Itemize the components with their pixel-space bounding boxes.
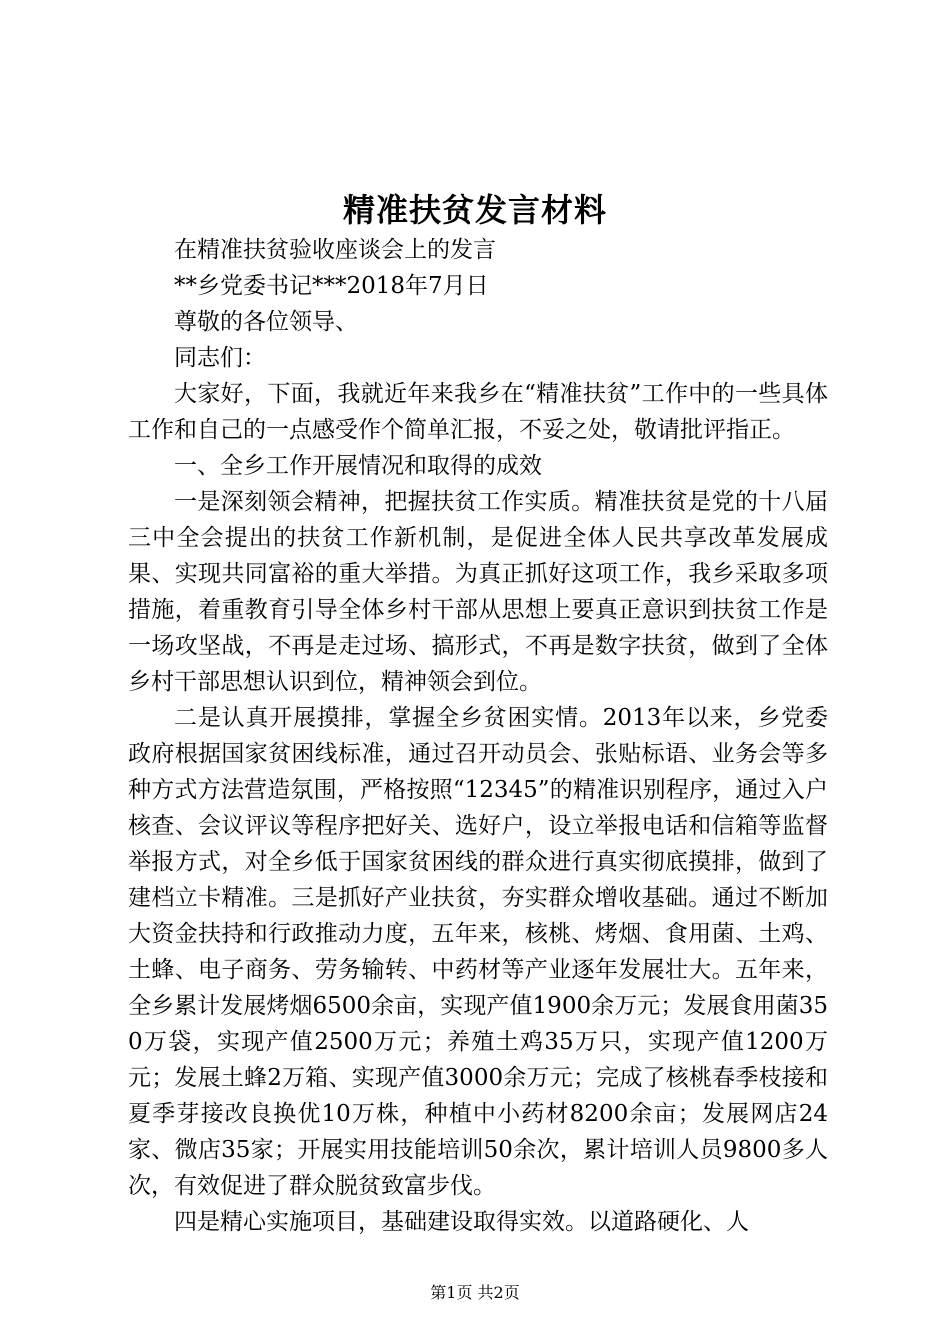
speech-heading: 在精准扶贫验收座谈会上的发言 bbox=[174, 237, 496, 263]
page-footer: 第1页 共2页 bbox=[430, 1283, 520, 1302]
speaker-line: **乡党委书记***2018年7月日 bbox=[174, 273, 489, 299]
salutation-line-2: 同志们： bbox=[174, 345, 266, 371]
document-title: 精准扶贫发言材料 bbox=[342, 191, 607, 229]
salutation-line-1: 尊敬的各位领导、 bbox=[174, 309, 358, 335]
document-body bbox=[128, 232, 828, 1240]
section-heading: 一、全乡工作开展情况和取得的成效 bbox=[174, 453, 542, 479]
opening-paragraph: 大家好，下面，我就近年来我乡在“精准扶贫”工作中的一些具体工作和自己的一点感受作个简单汇报，不妥之处，敬请批评指正。 bbox=[128, 381, 828, 443]
paragraph-spirit: 一是深刻领会精神，把握扶贫工作实质。精准扶贫是党的十八届三中全会提出的扶贫工作新机制，是促进全体人民共享改革发展成果、实现共同富裕的重大举措。为真正抓好这项工作，我乡采取多项措施，着重教育引导全体乡村干部从思想上要真正意识到扶贫工作是一场攻坚战，不再是走过场、搞形式，不再是数字扶贫，做到了全体乡村干部思想认识到位，精神领会到位。 bbox=[128, 489, 828, 695]
paragraph-survey: 二是认真开展摸排，掌握全乡贫困实情。2013年以来，乡党委政府根据国家贫困线标准，通过召开动员会、张贴标语、业务会等多种方式方法营造氛围，严格按照“12345”的精准识别程序，通过入户核查、会议评议等程序把好关、选好户，设立举报电话和信箱等监督举报方式，对全乡低于国家贫困线的群众进行真实彻底摸排，做到了建档立卡精准。三是抓好产业扶贫，夯实群众增收基础。通过不断加大资金扶持和行政推动力度，五年来，核桃、烤烟、食用菌、土鸡、土蜂、电子商务、劳务输转、中药材等产业逐年发展壮大。五年来，全乡累计发展烤烟6500余亩，实现产值1900余万元；发展食用菌350万袋，实现产值2500万元；养殖土鸡35万只，实现产值1200万元；发展土蜂2万箱、实现产值3000余万元；完成了核桃春季枝接和夏季芽接改良换优10万株，种植中小药材8200余亩；发展网店24家、微店35家；开展实用技能培训50余次，累计培训人员9800多人次，有效促进了群众脱贫致富步伐。 bbox=[128, 705, 828, 1199]
paragraph-projects: 四是精心实施项目，基础建设取得实效。以道路硬化、人 bbox=[174, 1209, 749, 1235]
